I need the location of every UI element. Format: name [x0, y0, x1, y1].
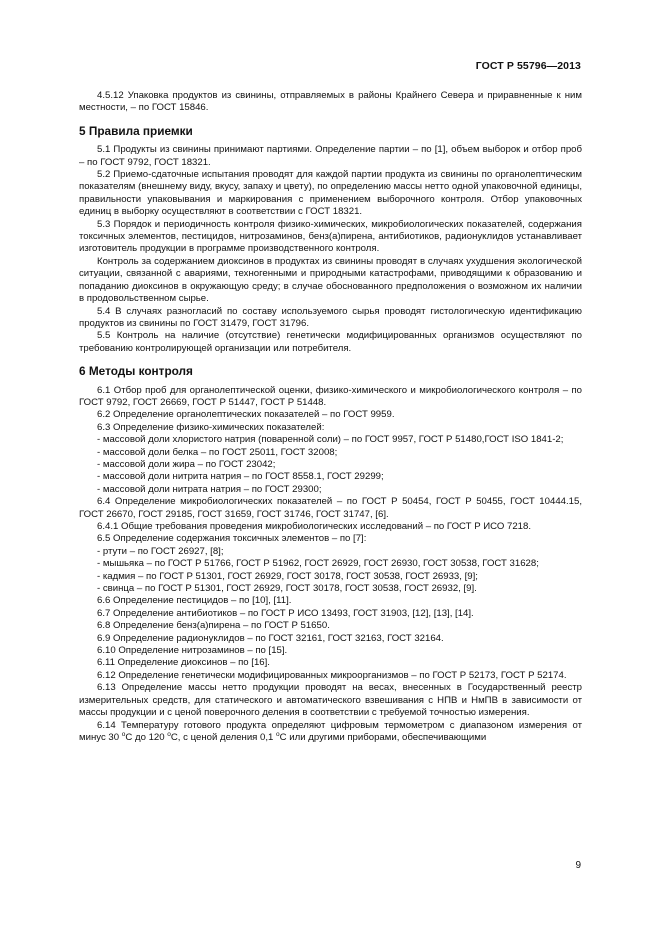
page-number: 9	[575, 860, 581, 871]
clause-5-3-dioxins: Контроль за содержанием диоксинов в продуктах из свинины проводят в случаях ухудшения экологической ситуации, связанной с авариями, техногенными и природными катастрофами, приводящими к образованию и попаданию диоксинов в окружающую среду; в случае обоснованного предположения о возможном их наличии в продовольственном сырье.	[79, 255, 582, 305]
clause-6-6: 6.6 Определение пестицидов – по [10], [11].	[97, 595, 292, 607]
clause-5-5: 5.5 Контроль на наличие (отсутствие) генетически модифицированных организмов осуществляют по требованию контролирующей организации или потребителя.	[79, 330, 582, 354]
clause-6-1: 6.1 Отбор проб для органолептической оценки, физико-химического и микробиологического контроля – по ГОСТ 9792, ГОСТ 26669, ГОСТ Р 51447, ГОСТ Р 51448.	[79, 384, 582, 408]
clause-6-14-part1: 6.14 Температуру готового продукта определяют цифровым термометром с диапазоном измерения от минус 30	[79, 719, 582, 743]
clause-5-3: 5.3 Порядок и периодичность контроля физико-химических, микробиологических показателей, содержания токсичных элементов, пестицидов, нитрозаминов, бенз(а)пирена, антибиотиков, радионуклидов устанавливает изготовитель продукции в программе производственного контроля.	[79, 218, 582, 255]
clause-6-10: 6.10 Определение нитрозаминов – по [15].	[97, 645, 288, 657]
clause-6-5: 6.5 Определение содержания токсичных элементов – по [7]:	[97, 533, 367, 545]
clause-4-5-12: 4.5.12 Упаковка продуктов из свинины, отправляемых в районы Крайнего Севера и приравненные к ним местности, – по ГОСТ 15846.	[79, 90, 582, 114]
degree-sign: о	[276, 730, 280, 738]
clause-6-5-arsenic: - мышьяка – по ГОСТ Р 51766, ГОСТ Р 51962, ГОСТ 26929, ГОСТ 26930, ГОСТ 30538, ГОСТ 31628;	[97, 558, 539, 570]
clause-5-2: 5.2 Приемо-сдаточные испытания проводят для каждой партии продукта из свинины по органолептическим показателям (внешнему виду, вкусу, запаху и цвету), по определению массы нетто одной упаковочной единицы, правильности упаковывания и маркирования с применением выборочного контроля. Отбор упаковочных единиц в выборку осуществляют в соответствии с ГОСТ 18321.	[79, 169, 582, 218]
clause-6-3-nitrate: - массовой доли нитрата натрия – по ГОСТ 29300;	[97, 483, 322, 495]
clause-6-3-nitrite: - массовой доли нитрита натрия – по ГОСТ 8558.1, ГОСТ 29299;	[97, 471, 384, 483]
clause-6-11: 6.11 Определение диоксинов – по [16].	[97, 657, 270, 669]
clause-6-3-protein: - массовой доли белка – по ГОСТ 25011, ГОСТ 32008;	[97, 446, 338, 458]
clause-6-14-part2: С до 120	[125, 731, 168, 743]
section-5-title: 5 Правила приемки	[79, 123, 193, 138]
clause-6-12: 6.12 Определение генетически модифицированных микроорганизмов – по ГОСТ Р 52173, ГОСТ Р 52174.	[97, 669, 567, 681]
page-content	[79, 90, 582, 744]
clause-6-3-salt: - массовой доли хлористого натрия (поваренной соли) – по ГОСТ 9957, ГОСТ Р 51480,ГОСТ ISO 1841-2;	[97, 434, 564, 446]
document-code: ГОСТ Р 55796—2013	[475, 60, 581, 72]
section-6-title: 6 Методы контроля	[79, 364, 193, 379]
clause-6-4-1: 6.4.1 Общие требования проведения микробиологических исследований – по ГОСТ Р ИСО 7218.	[97, 521, 532, 532]
degree-sign: о	[167, 730, 171, 738]
clause-6-9: 6.9 Определение радионуклидов – по ГОСТ 32161, ГОСТ 32163, ГОСТ 32164.	[97, 632, 444, 644]
clause-6-3-fat: - массовой доли жира – по ГОСТ 23042;	[97, 458, 276, 470]
clause-6-7: 6.7 Определение антибиотиков – по ГОСТ Р ИСО 13493, ГОСТ 31903, [12], [13], [14].	[97, 607, 474, 619]
degree-sign: о	[121, 730, 126, 738]
clause-6-5-mercury: - ртути – по ГОСТ 26927, [8];	[97, 545, 224, 557]
clause-6-5-lead: - свинца – по ГОСТ Р 51301, ГОСТ 26929, ГОСТ 30178, ГОСТ 30538, ГОСТ 26932, [9].	[97, 583, 477, 595]
clause-6-14-part3: С, с ценой деления 0,1	[170, 731, 277, 743]
clause-5-1: 5.1 Продукты из свинины принимают партиями. Определение партии – по [1], объем выборок и отбор проб – по ГОСТ 9792, ГОСТ 18321.	[79, 144, 582, 168]
clause-6-8: 6.8 Определение бенз(а)пирена – по ГОСТ Р 51650.	[97, 620, 330, 632]
clause-6-13: 6.13 Определение массы нетто продукции проводят на весах, внесенных в Государственный реестр измерительных средств, для статического и автоматического взвешивания с НПВ и НмПВ в зависимости от массы продукции и с ценой поверочного деления в соответствии с требуемой точностью измерения.	[79, 682, 582, 719]
clause-6-4: 6.4 Определение микробиологических показателей – по ГОСТ Р 50454, ГОСТ Р 50455, ГОСТ 10444.15, ГОСТ 26670, ГОСТ 29185, ГОСТ 31659, ГОСТ 31746, ГОСТ 31747, [6].	[79, 496, 582, 520]
clause-5-4: 5.4 В случаях разногласий по составу используемого сырья проводят гистологическую идентификацию продуктов из свинины по ГОСТ 31479, ГОСТ 31796.	[79, 305, 582, 329]
clause-6-14-part4: С или другими приборами, обеспечивающими	[279, 731, 487, 743]
clause-6-3: 6.3 Определение физико-химических показателей:	[97, 421, 325, 433]
clause-6-5-cadmium: - кадмия – по ГОСТ Р 51301, ГОСТ 26929, ГОСТ 30178, ГОСТ 30538, ГОСТ 26933, [9];	[97, 570, 478, 582]
clause-6-2: 6.2 Определение органолептических показателей – по ГОСТ 9959.	[97, 409, 395, 421]
clause-6-14	[79, 720, 582, 745]
